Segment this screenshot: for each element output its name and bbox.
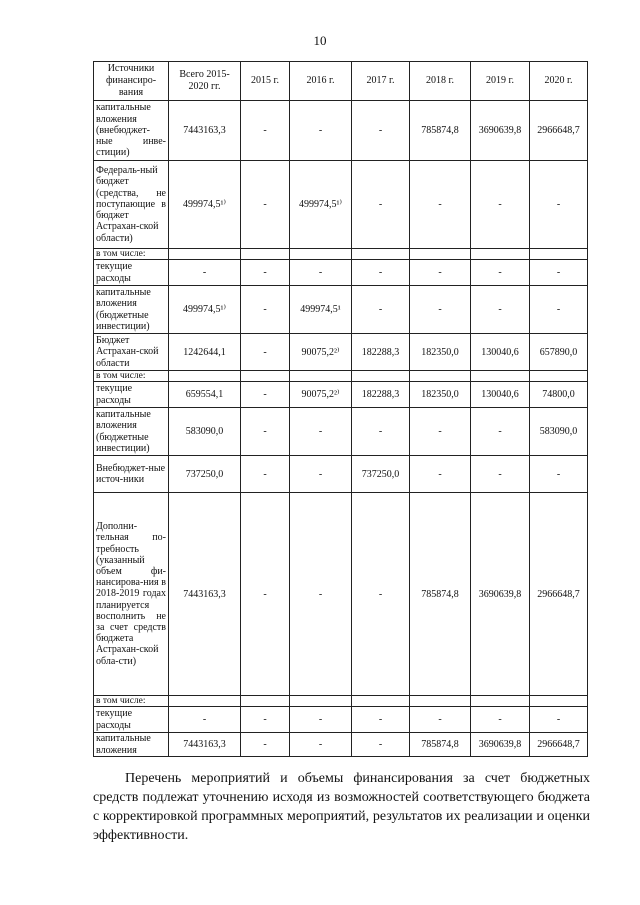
value-cell: 659554,1 (169, 382, 241, 408)
column-header: 2019 г. (471, 62, 530, 101)
value-cell (169, 371, 241, 382)
value-cell: - (290, 707, 352, 733)
value-cell: 499974,5¹ (290, 286, 352, 334)
value-cell: 7443163,3 (169, 101, 241, 161)
value-cell: - (241, 161, 290, 249)
value-cell: 3690639,8 (471, 733, 530, 757)
value-cell (530, 249, 588, 260)
value-cell: - (530, 286, 588, 334)
column-header: 2015 г. (241, 62, 290, 101)
value-cell: - (471, 286, 530, 334)
value-cell: 657890,0 (530, 334, 588, 371)
value-cell (530, 696, 588, 707)
value-cell: 7443163,3 (169, 733, 241, 757)
value-cell (169, 696, 241, 707)
value-cell: 785874,8 (410, 493, 471, 696)
value-cell (241, 249, 290, 260)
value-cell: 2966648,7 (530, 733, 588, 757)
value-cell: - (241, 707, 290, 733)
value-cell: - (290, 733, 352, 757)
value-cell: 583090,0 (169, 408, 241, 456)
column-header: Источники финансиро-вания (94, 62, 169, 101)
value-cell (410, 696, 471, 707)
column-header: 2017 г. (352, 62, 410, 101)
value-cell (352, 249, 410, 260)
column-header: Всего 2015-2020 гг. (169, 62, 241, 101)
value-cell: - (241, 456, 290, 493)
table-header-row (94, 62, 588, 101)
value-cell: - (471, 707, 530, 733)
closing-paragraph: Перечень мероприятий и объемы финансирования за счет бюджетных средств подлежат уточнению исходя из возможностей соответствующего бюджета с корректировкой программных мероприятий, результатов их реализации и оценки эффективности. (93, 771, 590, 843)
page-number: 10 (313, 33, 327, 48)
value-cell: - (241, 260, 290, 286)
value-cell: - (290, 101, 352, 161)
table-subheading-row (94, 696, 588, 707)
value-cell: 737250,0 (352, 456, 410, 493)
value-cell: - (241, 733, 290, 757)
value-cell: - (352, 101, 410, 161)
value-cell (290, 371, 352, 382)
value-cell: - (290, 493, 352, 696)
value-cell (410, 249, 471, 260)
source-cell: текущие расходы (94, 707, 169, 733)
value-cell: - (241, 101, 290, 161)
value-cell: - (169, 260, 241, 286)
table-row (94, 334, 588, 371)
value-cell (471, 249, 530, 260)
source-cell: Бюджет Астрахан-ской области (94, 334, 169, 371)
financing-table (93, 61, 588, 757)
value-cell: 737250,0 (169, 456, 241, 493)
value-cell: 583090,0 (530, 408, 588, 456)
table-row (94, 260, 588, 286)
value-cell (352, 371, 410, 382)
source-cell: текущие расходы (94, 260, 169, 286)
value-cell: - (241, 382, 290, 408)
value-cell: - (410, 456, 471, 493)
source-cell: капитальные вложения (внебюджет-ные инве-стиции) (94, 101, 169, 161)
table-row (94, 456, 588, 493)
value-cell: - (241, 334, 290, 371)
column-header: 2020 г. (530, 62, 588, 101)
value-cell: - (290, 456, 352, 493)
value-cell: - (241, 408, 290, 456)
source-cell: Внебюджет-ные источ-ники (94, 456, 169, 493)
value-cell: - (352, 707, 410, 733)
value-cell (241, 696, 290, 707)
value-cell (471, 371, 530, 382)
source-cell: капитальные вложения (бюджетные инвестиции) (94, 408, 169, 456)
value-cell: 182288,3 (352, 334, 410, 371)
source-cell: Дополни-тельная по-требность (указанный объем фи-нансирова-ния в 2018-2019 годах планируется восполнить не за счет средств бюджета Астрахан-ской обла-сти) (94, 493, 169, 696)
value-cell (241, 371, 290, 382)
value-cell: 3690639,8 (471, 493, 530, 696)
source-cell: Федераль-ный бюджет (средства, не поступающие в бюджет Астрахан-ской области) (94, 161, 169, 249)
table-row (94, 733, 588, 757)
source-cell: капитальные вложения (бюджетные инвестиции) (94, 286, 169, 334)
value-cell: 7443163,3 (169, 493, 241, 696)
value-cell: 3690639,8 (471, 101, 530, 161)
source-cell: в том числе: (94, 696, 169, 707)
table-row (94, 161, 588, 249)
value-cell: - (352, 286, 410, 334)
value-cell: 182350,0 (410, 334, 471, 371)
value-cell: - (530, 161, 588, 249)
value-cell: - (241, 493, 290, 696)
value-cell: 785874,8 (410, 733, 471, 757)
value-cell: - (471, 161, 530, 249)
value-cell: 2966648,7 (530, 493, 588, 696)
value-cell: - (410, 286, 471, 334)
table-row (94, 707, 588, 733)
source-cell: капитальные вложения (94, 733, 169, 757)
value-cell: - (471, 408, 530, 456)
value-cell: 130040,6 (471, 382, 530, 408)
value-cell: - (410, 707, 471, 733)
table-row (94, 286, 588, 334)
source-cell: в том числе: (94, 371, 169, 382)
value-cell: - (290, 260, 352, 286)
value-cell: 785874,8 (410, 101, 471, 161)
value-cell: - (352, 408, 410, 456)
value-cell: - (169, 707, 241, 733)
column-header: 2016 г. (290, 62, 352, 101)
table-row (94, 408, 588, 456)
value-cell: - (471, 456, 530, 493)
value-cell (471, 696, 530, 707)
value-cell: - (530, 707, 588, 733)
value-cell: 2966648,7 (530, 101, 588, 161)
value-cell: - (352, 493, 410, 696)
table-body (94, 101, 588, 757)
value-cell (169, 249, 241, 260)
table-subheading-row (94, 371, 588, 382)
value-cell: 130040,6 (471, 334, 530, 371)
value-cell (290, 696, 352, 707)
value-cell: 499974,5¹⁾ (290, 161, 352, 249)
value-cell: - (410, 408, 471, 456)
value-cell: 499974,5¹⁾ (169, 161, 241, 249)
value-cell: - (410, 260, 471, 286)
value-cell: - (530, 456, 588, 493)
value-cell: - (471, 260, 530, 286)
value-cell: 1242644,1 (169, 334, 241, 371)
value-cell: 182350,0 (410, 382, 471, 408)
value-cell: - (241, 286, 290, 334)
value-cell (410, 371, 471, 382)
table-subheading-row (94, 249, 588, 260)
table-row (94, 101, 588, 161)
value-cell: 90075,2²⁾ (290, 382, 352, 408)
value-cell (530, 371, 588, 382)
value-cell: - (352, 733, 410, 757)
table-row (94, 493, 588, 696)
value-cell: 90075,2²⁾ (290, 334, 352, 371)
value-cell: 182288,3 (352, 382, 410, 408)
column-header: 2018 г. (410, 62, 471, 101)
value-cell: - (410, 161, 471, 249)
source-cell: текущие расходы (94, 382, 169, 408)
value-cell (290, 249, 352, 260)
value-cell (352, 696, 410, 707)
value-cell: - (530, 260, 588, 286)
value-cell: - (290, 408, 352, 456)
value-cell: 499974,5¹⁾ (169, 286, 241, 334)
value-cell: - (352, 260, 410, 286)
value-cell: 74800,0 (530, 382, 588, 408)
table-row (94, 382, 588, 408)
source-cell: в том числе: (94, 249, 169, 260)
value-cell: - (352, 161, 410, 249)
